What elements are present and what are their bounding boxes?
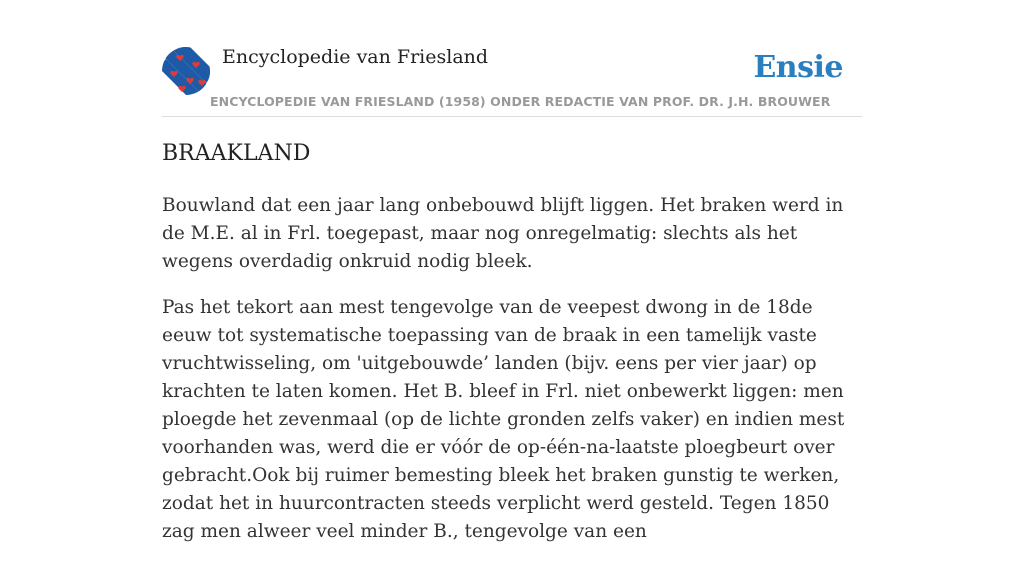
article-content bbox=[162, 138, 862, 564]
article-paragraph-2: Pas het tekort aan mest tengevolge van de veepest dwong in de 18de eeuw tot systematische toepassing van de braak in een tamelijk vaste vruchtwisseling, om 'uitgebouwde’ landen (bijv. eens per vier jaar) op krachten te laten komen. Het B. bleef in Frl. niet onbewerkt liggen: men ploegde het zevenmaal (op de lichte gronden zelfs vaker) en indien mest voorhanden was, werd die er vóór de op-één-na-laatste ploegbeurt over gebracht.Ook bij ruimer bemesting bleek het braken gunstig te werken, zodat het in huurcontracten steeds verplicht werd gesteld. Tegen 1850 zag men alweer veel minder B., tengevolge van een bbox=[162, 297, 845, 542]
article-paragraph-1: Bouwland dat een jaar lang onbebouwd blijft liggen. Het braken werd in de M.E. al in Frl. toegepast, maar nog onregelmatig: slechts als het wegens overdadig onkruid nodig bleek. bbox=[162, 195, 844, 272]
article-title: BRAAKLAND bbox=[162, 141, 311, 166]
site-header bbox=[162, 44, 862, 117]
brand-logo-link[interactable]: Ensie bbox=[753, 50, 843, 85]
site-subtitle: ENCYCLOPEDIE VAN FRIESLAND (1958) ONDER REDACTIE VAN PROF. DR. J.H. BROUWER bbox=[210, 94, 831, 109]
site-title-link[interactable]: Encyclopedie van Friesland bbox=[222, 46, 489, 68]
friesland-flag-logo-icon[interactable] bbox=[162, 47, 210, 95]
